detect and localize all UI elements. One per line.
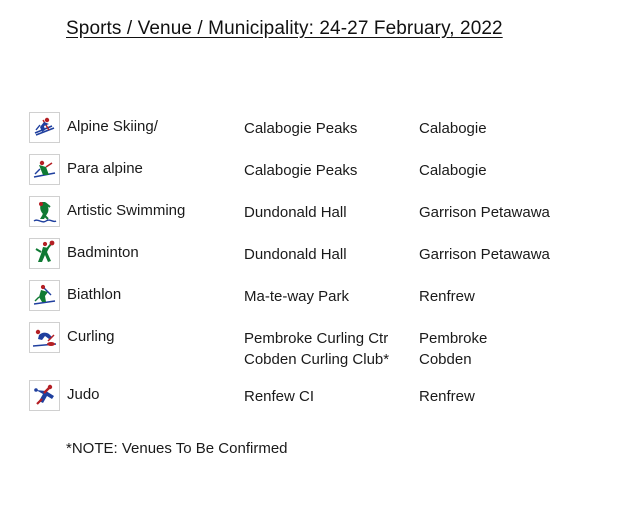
- icon-cell: [24, 196, 64, 227]
- municipality-name: Calabogie: [419, 162, 487, 179]
- sport-name: Curling: [67, 328, 115, 345]
- sports-table: [24, 112, 624, 422]
- venue-name: [244, 322, 419, 370]
- venue-name: Calabogie Peaks: [244, 120, 358, 137]
- municipality-line-1: Pembroke: [419, 330, 488, 347]
- badminton-icon: [29, 238, 60, 269]
- venue-line-1: Pembroke Curling Ctr: [244, 330, 389, 347]
- sport-name: Badminton: [67, 244, 139, 261]
- sport-name: Biathlon: [67, 286, 122, 303]
- municipality-name: Renfrew: [419, 388, 475, 405]
- venue-name: Renfew CI: [244, 388, 315, 405]
- icon-cell: [24, 154, 64, 185]
- municipality-line-2: Cobden: [419, 351, 472, 368]
- venue-name: Ma-te-way Park: [244, 288, 350, 305]
- page-title: Sports / Venue / Municipality: 24-27 February, 2022: [66, 18, 503, 39]
- icon-cell: [24, 322, 64, 353]
- municipality-name: Calabogie: [419, 120, 487, 137]
- venue-name: Dundonald Hall: [244, 204, 347, 221]
- municipality-name: Garrison Petawawa: [419, 246, 550, 263]
- sport-name: Para alpine: [67, 160, 143, 177]
- para-alpine-skiing-icon: [29, 154, 60, 185]
- biathlon-icon: [29, 280, 60, 311]
- icon-cell: [24, 238, 64, 269]
- footnote: *NOTE: Venues To Be Confirmed: [66, 440, 288, 457]
- sport-name: Judo: [67, 386, 100, 403]
- venue-line-2: Cobden Curling Club*: [244, 351, 390, 368]
- judo-icon: [29, 380, 60, 411]
- icon-cell: [24, 280, 64, 311]
- sport-name: Artistic Swimming: [67, 202, 186, 219]
- table-row: [24, 380, 624, 422]
- sport-name: Alpine Skiing/: [67, 118, 158, 135]
- municipality-name: Renfrew: [419, 288, 475, 305]
- table-row: [24, 238, 624, 280]
- table-row: [24, 196, 624, 238]
- venue-name: Calabogie Peaks: [244, 162, 358, 179]
- table-row: [24, 112, 624, 154]
- artistic-swimming-icon: [29, 196, 60, 227]
- table-row: [24, 154, 624, 196]
- municipality-name: [419, 322, 624, 370]
- icon-cell: [24, 112, 64, 143]
- venue-name: Dundonald Hall: [244, 246, 347, 263]
- icon-cell: [24, 380, 64, 411]
- table-row: [24, 280, 624, 322]
- municipality-name: Garrison Petawawa: [419, 204, 550, 221]
- table-row: [24, 322, 624, 380]
- curling-icon: [29, 322, 60, 353]
- alpine-skiing-icon: [29, 112, 60, 143]
